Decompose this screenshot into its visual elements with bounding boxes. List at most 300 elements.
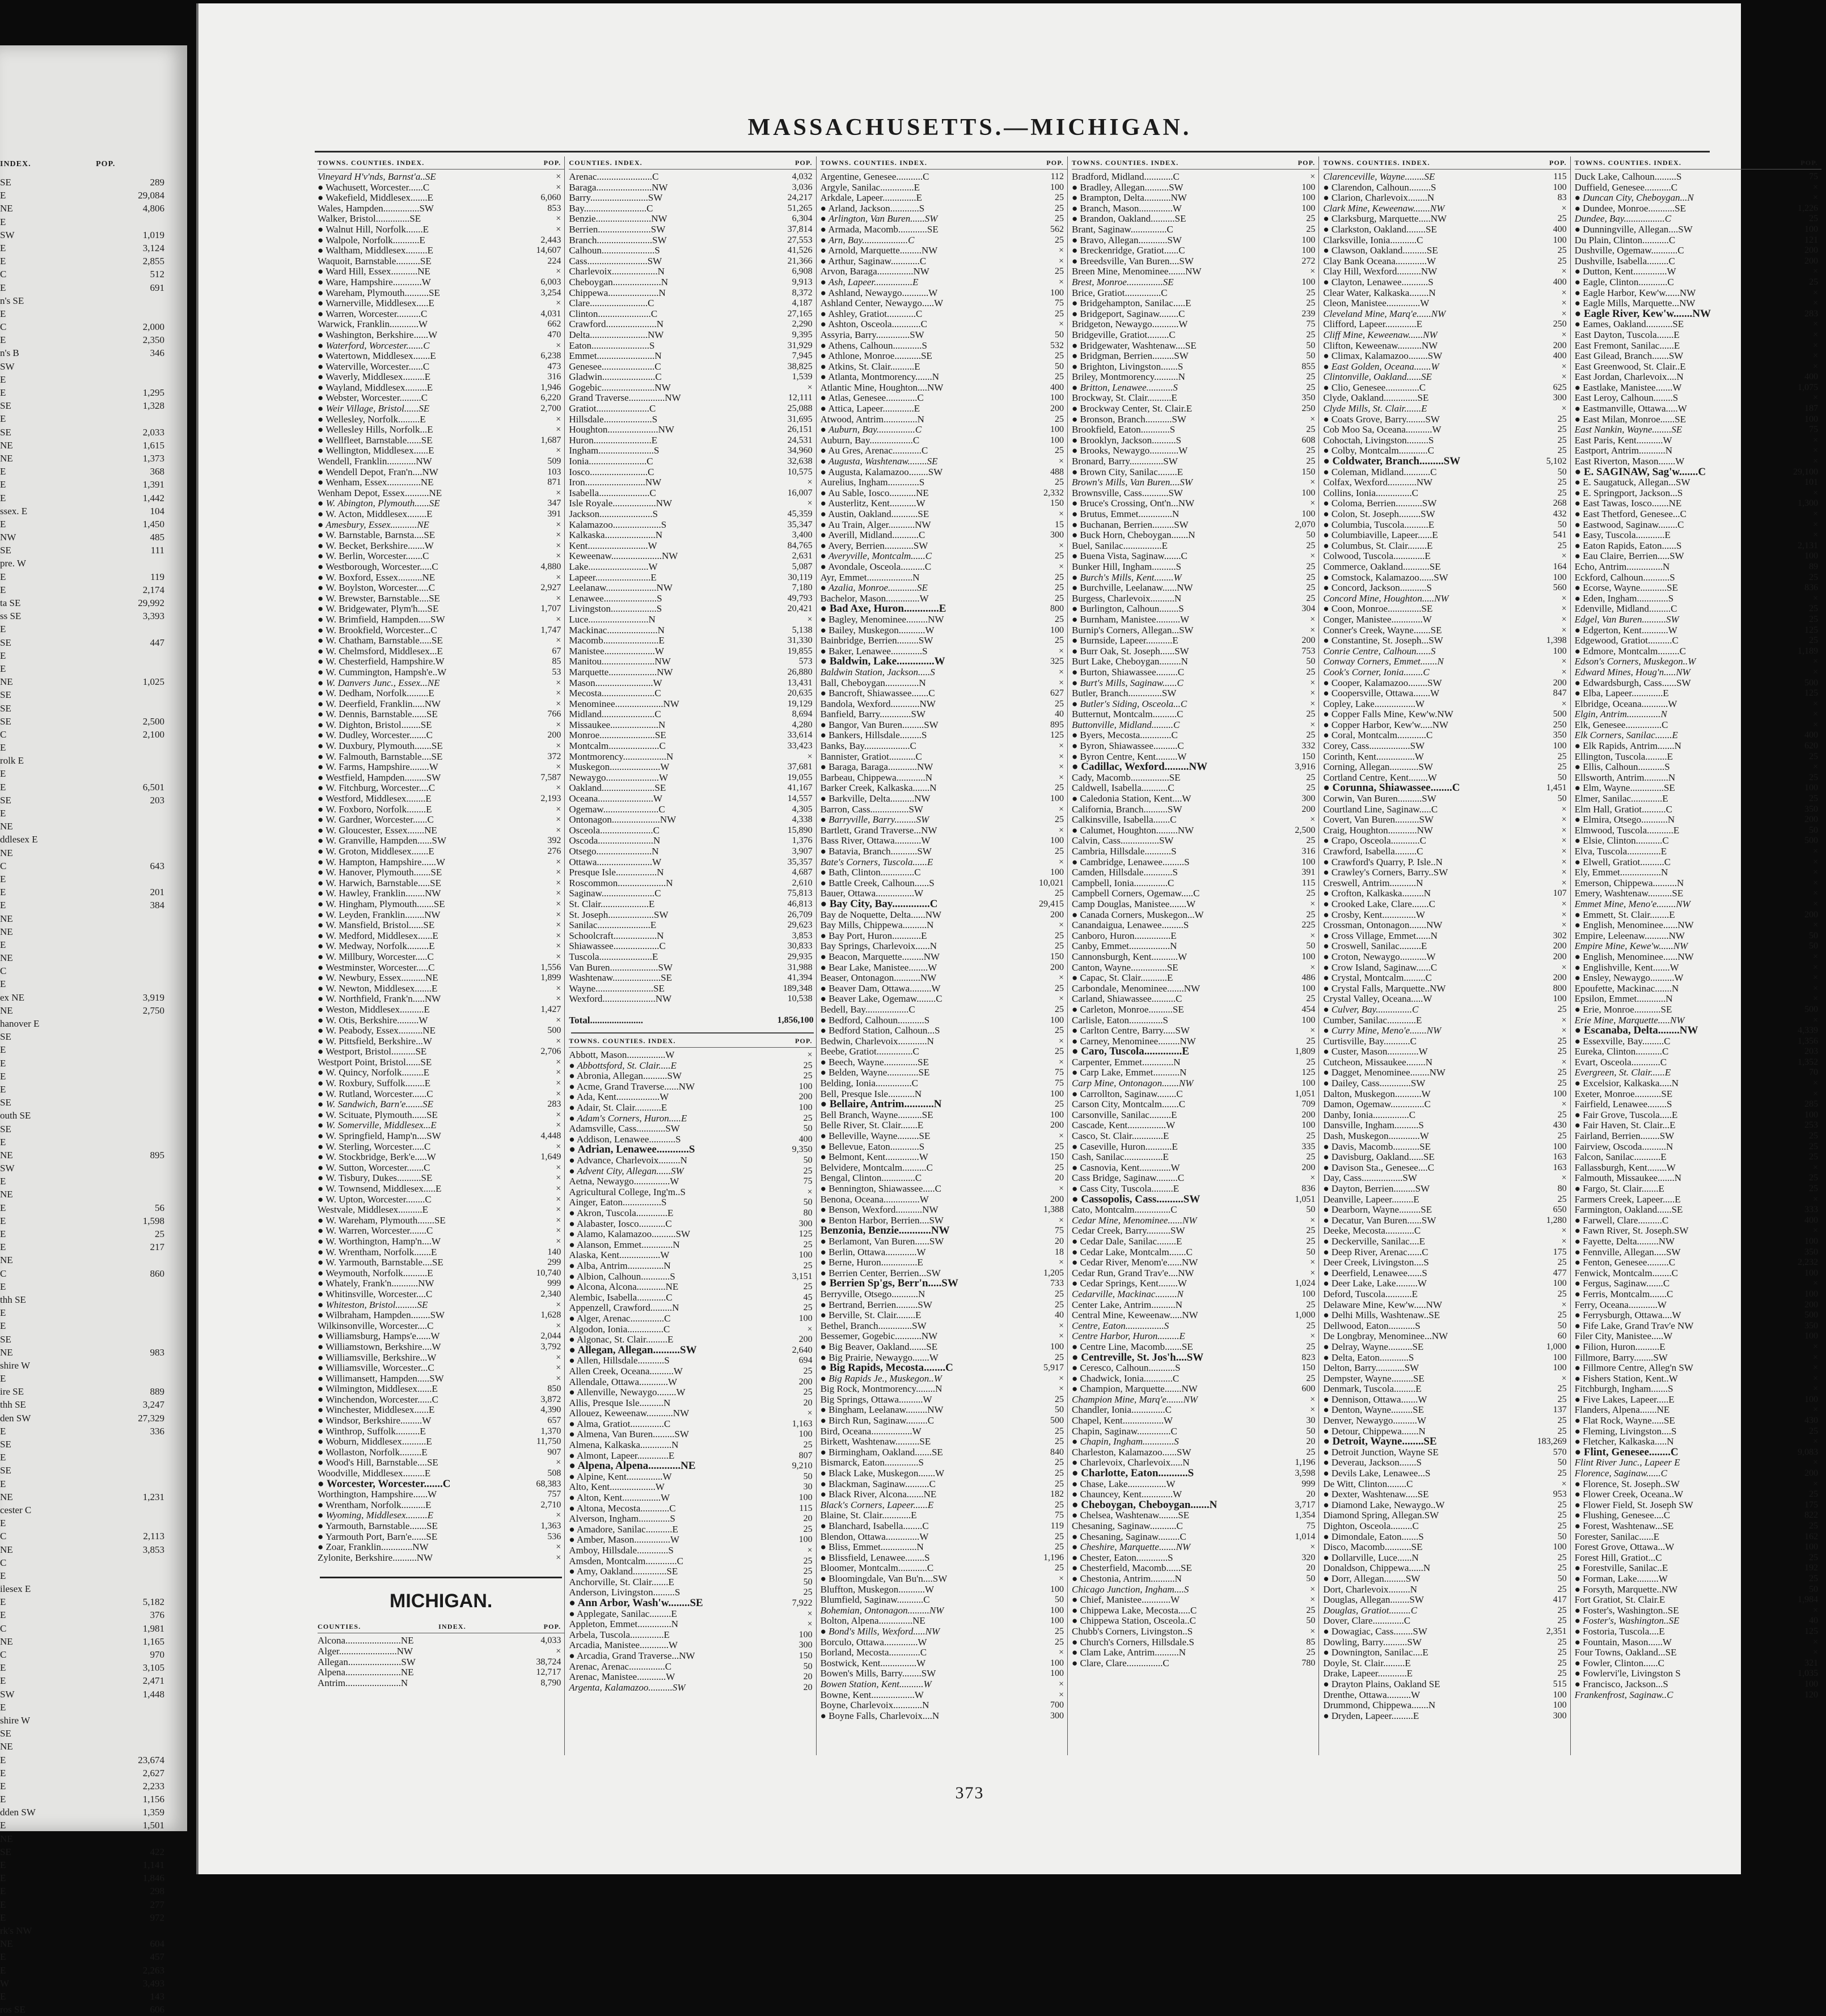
town-entry: Emmet........................N [569, 350, 662, 362]
town-entry: ● Deer Lake, Lake.........W [1323, 1278, 1427, 1289]
facing-page-row [0, 1635, 170, 1648]
town-entry: Douglas, Gratiot.........C [1323, 1604, 1418, 1616]
population-value: × [556, 224, 561, 234]
town-entry: ● Forest, Washtenaw...SE [1574, 1521, 1674, 1531]
population-value: 25 [1306, 572, 1316, 582]
table-row [1323, 1458, 1570, 1468]
town-entry: ● W. Brimfield, Hampden.....SW [318, 613, 445, 625]
table-row [1575, 657, 1821, 667]
facing-page-row [0, 1754, 170, 1767]
table-row [1575, 520, 1821, 531]
town-entry: ● Flower Creek, Oceana..W [1574, 1489, 1684, 1500]
table-row [1072, 1300, 1318, 1311]
town-entry: ● Brooks, Newaygo............W [1072, 445, 1188, 456]
population-value: × [1561, 329, 1567, 340]
town-entry: Beebe, Gratiot...............C [820, 1046, 919, 1057]
town-entry: Oscoda.......................N [569, 835, 661, 846]
table-row [1575, 1257, 1821, 1268]
table-row [569, 1229, 815, 1240]
town-entry: Forester, Sanilac......E [1574, 1531, 1660, 1542]
table-row [821, 1606, 1067, 1616]
town-entry: ● Ensley, Newaygo..........W [1574, 972, 1684, 984]
population-value: 50 [1054, 1595, 1064, 1605]
table-row [569, 730, 815, 741]
town-entry: Elm Hall, Gratiot..........C [1574, 803, 1672, 815]
town-entry: Cedar Run, Grand Trav'e....NW [1072, 1267, 1194, 1278]
table-row [318, 435, 564, 446]
facing-page-row [0, 281, 170, 294]
facing-index-cell: SE [0, 1031, 11, 1043]
town-entry: ● Concord, Jackson...........S [1323, 582, 1432, 594]
town-entry: Total...................... [569, 1014, 643, 1026]
facing-page-row [0, 846, 170, 859]
town-entry: ● Willimansett, Hampden.....SW [318, 1373, 444, 1384]
population-value: 3,717 [1295, 1500, 1316, 1510]
town-entry: ● Cedar Dale, Sanilac........E [1072, 1235, 1182, 1247]
population-value: 119 [1050, 1521, 1064, 1531]
facing-index-cell: n's SE [0, 295, 24, 306]
table-row [569, 225, 815, 235]
town-entry: ● Ash, Lapeer................E [820, 276, 919, 287]
table-row [569, 1609, 815, 1620]
table-row [318, 636, 564, 646]
town-entry: Charleston, Kalamazoo......SW [1072, 1446, 1191, 1458]
table-row [569, 214, 815, 225]
population-value: × [1058, 804, 1064, 814]
population-value: 25 [1306, 456, 1316, 467]
population-value: × [1310, 266, 1316, 277]
table-row [1072, 193, 1318, 204]
town-entry: Corning, Allegan............SW [1323, 761, 1433, 773]
table-row [821, 1700, 1067, 1711]
table-row [821, 319, 1067, 330]
population-value: 25 [1306, 1057, 1316, 1067]
facing-index-cell: E [0, 1886, 6, 1897]
population-value: × [1561, 604, 1567, 614]
town-entry: Deford, Tuscola...........E [1323, 1288, 1418, 1299]
facing-pop-cell [113, 307, 170, 320]
population-value: 100 [1301, 983, 1316, 993]
population-value: 100 [1050, 287, 1064, 298]
table-row [1575, 594, 1821, 604]
table-row [821, 1110, 1067, 1121]
facing-page-row [0, 1123, 170, 1136]
town-entry: ● Alpine, Kent...............W [569, 1471, 672, 1482]
population-value: 4,687 [792, 867, 813, 878]
table-row [821, 678, 1067, 689]
table-row [318, 1205, 564, 1215]
population-value: 100 [1050, 1015, 1064, 1025]
population-value: × [1310, 477, 1316, 488]
table-row [1072, 520, 1318, 531]
town-entry: ● Westport, Bristol..........SE [318, 1046, 427, 1057]
town-entry: Campbell Corners, Ogemaw.....C [1072, 888, 1200, 899]
table-row [569, 699, 815, 710]
town-entry: ● W. Newton, Middlesex.......E [318, 982, 438, 994]
column-header [1575, 156, 1821, 170]
table-row [821, 1426, 1067, 1437]
facing-index-cell: SE [0, 637, 11, 648]
town-entry: Carland, Shiawassee..........C [1072, 993, 1182, 1005]
town-entry: Huron........................E [569, 434, 658, 446]
population-value: 27,553 [787, 235, 813, 245]
population-value: × [1310, 551, 1316, 561]
town-entry: ● W. Sutton, Worcester.......C [318, 1162, 430, 1173]
table-row [569, 1556, 815, 1567]
table-row [318, 815, 564, 825]
town-entry: ● Edmore, Montcalm.........C [1574, 645, 1686, 657]
population-value: × [556, 804, 561, 814]
population-value: 200 [798, 1377, 813, 1387]
population-value: 285 [1804, 1099, 1818, 1109]
table-row [1072, 245, 1318, 256]
town-entry: Delton, Barry............SW [1323, 1362, 1419, 1374]
table-row [1323, 1068, 1570, 1078]
facing-page-row [0, 176, 170, 189]
facing-page-row [0, 636, 170, 649]
town-entry: ● Crofton, Kalkaska.........N [1323, 888, 1431, 899]
town-entry: ● Carlton Centre, Barry.....SW [1072, 1025, 1190, 1036]
population-value: 83 [1557, 193, 1567, 203]
population-value: 25 [1557, 1510, 1567, 1521]
table-row [821, 256, 1067, 267]
town-entry: ● Westfield, Hampden.........SW [318, 772, 441, 783]
section-spacer [318, 1563, 564, 1569]
population-value: 25 [1557, 1658, 1567, 1668]
population-value: × [1812, 298, 1818, 308]
population-value: 500 [1553, 709, 1567, 719]
town-entry: Montcalm.....................C [569, 740, 666, 752]
population-value: 417 [1553, 1595, 1567, 1605]
table-row [318, 277, 564, 288]
town-entry: Lake.........................W [569, 561, 658, 572]
table-row [821, 625, 1067, 636]
table-row [569, 172, 815, 183]
town-entry: Donaldson, Chippewa......N [1323, 1562, 1431, 1574]
population-value: 224 [547, 256, 561, 266]
town-entry: ● Wellesley Hills, Norfolk...E [318, 424, 433, 435]
town-entry: ● Denton, Wayne.........SE [1323, 1404, 1424, 1416]
table-row [1323, 1173, 1570, 1184]
town-entry: Argyle, Sanilac..............E [820, 181, 920, 193]
table-row [1575, 214, 1821, 225]
town-entry: ● E. Saugatuck, Allegan...SW [1574, 477, 1690, 488]
table-row [569, 804, 815, 815]
population-value: 25 [1306, 994, 1316, 1004]
facing-index-cell: E [0, 256, 6, 267]
population-value: × [1812, 1647, 1818, 1658]
town-entry: Arvon, Baraga...............NW [820, 266, 929, 277]
facing-index-cell: SE [0, 1097, 11, 1108]
facing-index-cell: SE [0, 1333, 11, 1345]
population-value: 100 [1050, 182, 1064, 192]
town-entry: Keweenaw.....................NW [569, 550, 678, 562]
table-row [821, 530, 1067, 541]
population-value: 115 [1553, 172, 1567, 181]
town-entry: ● Albion, Calhoun............S [569, 1270, 675, 1282]
town-entry: ● Chippewa Station, Osceola..C [1072, 1615, 1196, 1627]
table-row [569, 1282, 815, 1293]
town-entry: ● W. Gloucester, Essex.......NE [318, 824, 437, 836]
table-row [821, 573, 1067, 583]
town-entry: Clintonville, Oakland......SE [1323, 371, 1432, 383]
facing-index-cell: C [0, 1531, 7, 1542]
table-row [1072, 1110, 1318, 1121]
town-entry: Eaton........................S [569, 340, 655, 351]
population-value: × [1812, 719, 1818, 730]
table-row [1323, 878, 1570, 889]
population-value: 25 [1306, 382, 1316, 392]
facing-pop-cell: 606 [150, 2004, 164, 2015]
table-row [1323, 1563, 1570, 1574]
population-value: × [556, 867, 561, 878]
town-entry: ● East Tawas, Iosco.......NE [1574, 498, 1682, 509]
town-entry: Chapin, Saginaw..............C [1072, 1425, 1177, 1437]
table-row [318, 214, 564, 225]
facing-index-cell: outh SE [0, 1110, 31, 1121]
town-entry: Atwood, Antrim..............N [820, 413, 924, 425]
population-value: 25 [1054, 846, 1064, 856]
facing-pop-cell: 691 [150, 282, 164, 293]
town-entry: ● Eastwood, Saginaw........C [1574, 519, 1684, 530]
table-row [1072, 604, 1318, 615]
facing-pop-cell: 27,329 [138, 1412, 164, 1424]
population-value: × [1812, 1194, 1818, 1204]
table-row [1072, 266, 1318, 277]
table-row [318, 393, 564, 404]
town-entry: Westvale, Middlesex..........E [318, 1204, 429, 1215]
population-value: 100 [1050, 867, 1064, 878]
table-row [1072, 541, 1318, 552]
table-row [1575, 1542, 1821, 1553]
facing-pop-cell [113, 846, 170, 859]
table-row [569, 277, 815, 288]
table-row [318, 477, 564, 488]
table-row [569, 1577, 815, 1588]
facing-pop-cell: 1,981 [142, 1623, 164, 1634]
town-entry: Bass River, Ottawa...........W [820, 835, 931, 846]
table-row [821, 1668, 1067, 1679]
facing-pop-cell: 2,233 [142, 1780, 164, 1791]
table-row [821, 1447, 1067, 1458]
town-entry: ● Essexville, Bay.........C [1574, 1035, 1671, 1047]
table-row [1575, 1120, 1821, 1131]
town-entry: ● Erie, Monroe...........SE [1574, 1003, 1672, 1015]
town-entry: ● Azalia, Monroe............SE [820, 582, 928, 594]
population-value: 100 [1804, 1268, 1818, 1278]
table-row [821, 667, 1067, 678]
section-header [318, 1620, 564, 1633]
table-row [1072, 825, 1318, 836]
table-row [1072, 1257, 1318, 1268]
table-row [1323, 562, 1570, 573]
facing-page-row [0, 294, 170, 307]
table-row [318, 425, 564, 435]
table-row [1575, 1195, 1821, 1205]
population-value: 32,638 [787, 456, 813, 467]
table-row [569, 846, 815, 857]
table-row [1072, 615, 1318, 625]
table-row [1072, 646, 1318, 657]
table-row [1323, 1510, 1570, 1521]
table-row [821, 688, 1067, 699]
town-entry: Wexford......................NW [569, 993, 672, 1005]
facing-pop-cell [113, 1477, 170, 1490]
population-value: 895 [1050, 719, 1064, 730]
facing-pop-cell: 336 [150, 1425, 164, 1437]
table-row [1575, 1310, 1821, 1321]
town-entry: ● W. Otis, Berkshire.........W [318, 1014, 428, 1026]
facing-pop-cell [113, 1569, 170, 1582]
table-row [1072, 309, 1318, 320]
facing-page-row [0, 833, 170, 846]
population-value: × [1310, 1542, 1316, 1552]
town-entry: Ely, Emmet.................N [1574, 867, 1668, 878]
population-value: 12,717 [536, 1667, 561, 1678]
facing-pop-cell: 983 [150, 1346, 164, 1358]
table-row [821, 910, 1067, 921]
facing-index-cell: E [0, 1044, 6, 1056]
town-entry: Deanville, Lapeer.........E [1323, 1193, 1419, 1205]
table-row [1072, 1321, 1318, 1332]
facing-page-row [0, 1096, 170, 1109]
facing-pop-cell: 376 [150, 1610, 164, 1621]
population-value: 9,395 [792, 329, 813, 340]
population-value: × [1812, 1458, 1818, 1468]
table-row [318, 762, 564, 773]
population-value: 25 [1054, 1299, 1064, 1310]
population-value: × [1812, 287, 1818, 298]
population-value: 29,935 [787, 951, 813, 962]
table-row [1575, 541, 1821, 552]
table-row [821, 836, 1067, 846]
facing-page-row [0, 820, 170, 833]
table-row [1575, 183, 1821, 193]
table-row [569, 1683, 815, 1693]
town-entry: ● Fishers Station, Kent..W [1574, 1373, 1678, 1384]
population-value: 25 [1808, 636, 1818, 646]
table-row [821, 467, 1067, 478]
table-row [821, 551, 1067, 562]
population-value: 25 [1054, 551, 1064, 561]
facing-page-row [0, 2003, 170, 2016]
town-entry: Chapel, Kent.................W [1072, 1415, 1173, 1426]
population-value: × [556, 425, 561, 435]
population-value: 103 [547, 467, 561, 477]
town-entry: ● Chauncey, Kent.............W [1072, 1489, 1182, 1500]
population-value: × [1561, 1026, 1567, 1036]
town-entry: ● Foster's, Washington..SE [1574, 1615, 1680, 1627]
population-value: × [1812, 667, 1818, 677]
town-entry: Van Buren....................SW [569, 962, 673, 973]
population-value: 400 [1804, 1215, 1818, 1225]
town-entry: ● Ferrysburgh, Ottawa....W [1574, 1310, 1681, 1321]
population-value: × [1310, 1394, 1316, 1404]
town-entry: Benona, Oceana...............W [820, 1193, 929, 1205]
table-row [1072, 1268, 1318, 1279]
table-row [1575, 298, 1821, 309]
town-entry: Carpenter, Emmet.............N [1072, 1056, 1181, 1068]
town-entry: ● Weston, Middlesex..........E [318, 1003, 430, 1015]
table-row [1575, 1500, 1821, 1511]
table-row [569, 1061, 815, 1071]
population-value: × [1812, 899, 1818, 909]
town-entry: ● Clare, Clare...............C [1072, 1657, 1169, 1668]
table-row [569, 1545, 815, 1556]
town-entry: ● Columbus, St. Clair........E [1323, 540, 1433, 551]
town-entry: ● Amy, Oakland..............SE [569, 1566, 678, 1577]
population-value: 100 [1553, 1278, 1567, 1289]
table-row [569, 1672, 815, 1683]
town-entry: ● Alabaster, Iosco...........C [569, 1218, 672, 1229]
table-row [821, 730, 1067, 741]
facing-page-row [0, 1490, 170, 1503]
table-row [318, 625, 564, 636]
population-value: 1,707 [540, 604, 561, 614]
town-entry: Gladwin......................C [569, 371, 662, 383]
facing-page-row [0, 1319, 170, 1332]
population-value: 477 [1553, 1268, 1567, 1278]
town-entry: ● Chief, Manistee............W [1072, 1594, 1180, 1606]
table-row [318, 1247, 564, 1258]
population-value: × [556, 298, 561, 308]
table-row [1575, 1595, 1821, 1606]
population-value: 25 [803, 1366, 813, 1376]
population-value: 2,193 [540, 794, 561, 804]
facing-index-cell: NE [0, 1491, 13, 1502]
population-value: × [1310, 1257, 1316, 1268]
facing-index-cell: NE [0, 1741, 13, 1752]
table-row [1072, 867, 1318, 878]
table-row [1323, 636, 1570, 646]
table-row [1072, 1437, 1318, 1447]
population-value: × [556, 540, 561, 550]
population-value: 25 [803, 1556, 813, 1566]
population-value: 125 [1804, 1626, 1818, 1636]
facing-page-row [0, 622, 170, 636]
facing-page-row [0, 228, 170, 242]
population-value: 25 [1306, 540, 1316, 550]
facing-index-cell: SE [0, 177, 11, 188]
table-row [1072, 657, 1318, 667]
table-row [569, 910, 815, 921]
town-entry: Luce.........................N [569, 613, 656, 625]
facing-pop-cell [113, 1464, 170, 1477]
town-entry: ● Batavia, Branch...........SW [820, 846, 932, 857]
table-row [1575, 646, 1821, 657]
population-value: 836 [1804, 583, 1818, 593]
town-entry: Cheboygan....................N [569, 276, 669, 287]
town-entry: Cohoctah, Livingston.........S [1323, 434, 1434, 446]
population-value: 25 [1557, 446, 1567, 456]
facing-index-cell: E [0, 1701, 6, 1713]
facing-index-cell: NE [0, 847, 13, 858]
town-entry: ● Downington, Sanilac....E [1323, 1647, 1428, 1658]
town-entry: Farmers Creek, Lapeer.....E [1574, 1193, 1681, 1205]
town-entry: ● Brighton, Livingston.......S [1072, 361, 1183, 372]
town-entry: ● Armada, Macomb............SE [820, 223, 939, 235]
table-row [821, 204, 1067, 214]
population-value: 536 [547, 1531, 561, 1541]
town-entry: ● Altona, Mecosta............C [569, 1502, 676, 1514]
facing-page-row [0, 202, 170, 215]
town-entry: Corinth, Kent................W [1323, 751, 1424, 762]
town-entry: Edgewood, Gratiot..........C [1574, 635, 1679, 646]
town-entry: Baraga.......................NW [569, 181, 668, 193]
population-value: 1,628 [540, 1310, 561, 1320]
table-row [569, 636, 815, 646]
town-entry: ● Detour, Chippewa.......N [1323, 1425, 1426, 1437]
